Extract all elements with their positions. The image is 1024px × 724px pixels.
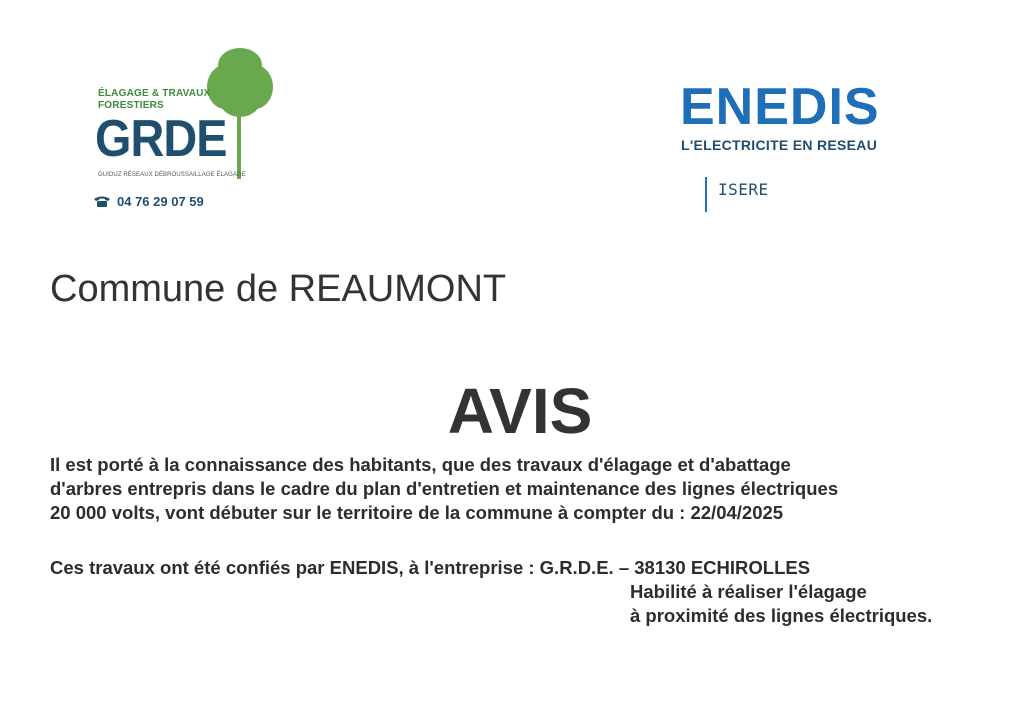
commune-title: Commune de REAUMONT — [50, 268, 507, 310]
page-title: AVIS — [447, 375, 593, 447]
region-label: ISERE — [718, 180, 769, 199]
phone-icon — [93, 195, 111, 207]
contractor-note-line: à proximité des lignes électriques. — [630, 605, 933, 626]
phone-number: 04 76 29 07 59 — [117, 194, 204, 209]
grde-name: GRDE — [95, 110, 227, 168]
notice-line: Il est porté à la connaissance des habitants, que des travaux d'élagage et d'abattage — [50, 454, 791, 475]
grde-tagline-line: ÉLAGAGE & TRAVAUX — [98, 88, 211, 99]
tree-trunk — [237, 115, 241, 179]
grde-services: GUIDUZ RÉSEAUX DÉBROUSSAILLAGE ÉLAGAGE — [98, 172, 246, 178]
grde-tagline-line: FORESTIERS — [98, 100, 164, 111]
enedis-tagline: L'ELECTRICITE EN RESEAU — [681, 137, 878, 153]
grde-logo — [95, 45, 285, 185]
notice-line: 20 000 volts, vont débuter sur le territoire de la commune à compter du : 22/04/2025 — [50, 502, 784, 523]
grde-phone — [93, 194, 204, 209]
contractor-note — [630, 580, 932, 628]
grde-tagline — [98, 88, 210, 112]
divider — [705, 177, 707, 212]
enedis-logo: ENEDIS — [680, 78, 880, 136]
notice-paragraph — [50, 453, 1010, 525]
notice-line: d'arbres entrepris dans le cadre du plan d'entretien et maintenance des lignes électriques — [50, 478, 839, 499]
contractor-line: Ces travaux ont été confiés par ENEDIS, à l'entreprise : G.R.D.E. – 38130 ECHIROLLES — [50, 557, 811, 578]
contractor-note-line: Habilité à réaliser l'élagage — [630, 581, 867, 602]
